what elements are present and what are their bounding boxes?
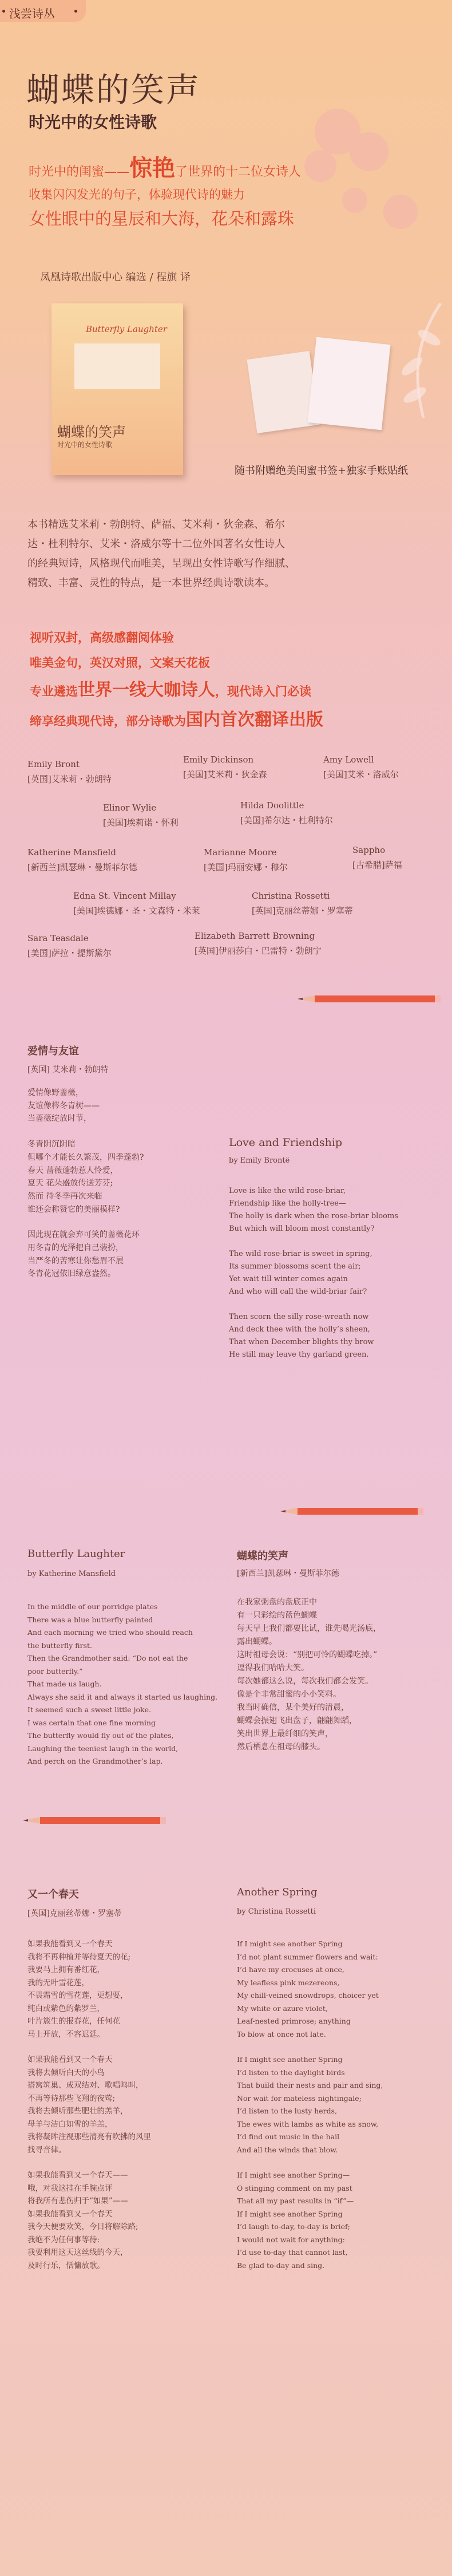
- cover-label: [74, 343, 160, 389]
- poet-christina-rossetti: [252, 888, 353, 918]
- poem-line: [237, 2156, 383, 2169]
- pencil-divider-icon: [298, 993, 441, 1005]
- poet-cn: [美国]埃莉诺・怀利: [103, 817, 179, 828]
- poem-line: To blow at once not late.: [237, 2029, 326, 2038]
- poem-line: 母羊与洁白如雪的羊羔，: [27, 2119, 113, 2129]
- tag-dot-right: [74, 10, 77, 13]
- poem-line: 我今天便要欢笑，今日将解除路;: [27, 2222, 138, 2231]
- poet-cn: [英国]克丽丝蒂娜・罗塞蒂: [252, 906, 353, 916]
- poem-line: 友谊像梣冬青树——: [27, 1101, 100, 1111]
- poem-line: If I might see another Spring: [237, 1939, 343, 1948]
- poem3-en-author: by Christina Rossetti: [237, 1907, 316, 1916]
- poem-line: 然而 待冬季再次来临: [27, 1191, 102, 1201]
- poem-line: 因此现在就会弃可笑的蔷薇花环: [27, 1230, 140, 1240]
- poem-line: [237, 2041, 383, 2053]
- poet-sappho: [352, 843, 402, 872]
- feature-2: 唯美金句，英汉对照，文案天花板: [30, 655, 210, 670]
- poem-line: 纯白或紫色的紫罗兰，: [27, 2004, 105, 2013]
- poet-marianne-moore: [204, 845, 288, 875]
- poem2-en-body: [27, 1601, 217, 1768]
- poem-line: Friendship like the holly-tree—: [229, 1199, 346, 1208]
- poem-line: [27, 2156, 151, 2169]
- poet-en: Edna St. Vincent Millay: [73, 891, 176, 901]
- poem1-en-body: [229, 1185, 398, 1361]
- publisher-line: 凤凰诗歌出版中心 编选 / 程旗 译: [40, 271, 191, 283]
- bonus-caption: 随书附赠绝美闺蜜书签+独家手账贴纸: [235, 465, 409, 477]
- poem-line: 然后栖息在祖母的膝头。: [237, 1743, 325, 1752]
- poet-emily-dickinson: [183, 752, 267, 782]
- poem-line: And deck thee with the holly’s sheen,: [229, 1325, 370, 1334]
- intro-line-1-a: 时光中的闺蜜——: [29, 165, 130, 179]
- poem-line: That made us laugh.: [27, 1680, 102, 1688]
- poem-line: Laughing the teeniest laugh in the world,: [27, 1744, 179, 1753]
- poem-line: 我的无叶雪花莲，: [27, 1978, 89, 1988]
- pencil-divider-icon: [23, 1815, 166, 1826]
- feature-4-a: 缔享经典现代诗，部分诗歌为: [30, 714, 186, 728]
- poem-line: I’d laugh to-day, to-day is brief;: [237, 2222, 350, 2231]
- poem-line: 我将去倾听白天的小鸟: [27, 2068, 105, 2077]
- poet-cn: [古希腊]萨福: [352, 860, 402, 870]
- poem1-cn-author: [英国] 艾米莉・勃朗特: [27, 1065, 109, 1074]
- poem-line: 将我所有悲伤归于“如果”——: [27, 2196, 128, 2206]
- poet-en: Christina Rossetti: [252, 891, 330, 901]
- series-tag: 浅尝诗丛: [9, 7, 55, 21]
- poem-line: 不畏霜雪的雪花莲，更想要，: [27, 1991, 128, 2000]
- poet-en: Elinor Wylie: [103, 803, 157, 813]
- poem-line: I’d have my crocuses at once,: [237, 1965, 344, 1974]
- poem-line: Be glad to-day and sing.: [237, 2261, 325, 2270]
- poem-line: And each morning we tried who should reach: [27, 1628, 193, 1637]
- poet-hilda-doolittle: [240, 798, 333, 828]
- poem-line: Nor wait for mateless nightingale;: [237, 2093, 362, 2103]
- description-line: 精致、丰富、灵性的特点，是一本世界经典诗歌读本。: [27, 577, 275, 589]
- description-line: 本书精选艾米莉・勃朗特、萨福、艾米莉・狄金森、希尔: [27, 519, 285, 531]
- poet-cn: [美国]萨拉・提斯黛尔: [27, 948, 112, 958]
- poem-line: 我将去倾听那些肥壮的羔羊，: [27, 2107, 128, 2116]
- poem-line: My chill-veined snowdrops, choicer yet: [237, 1991, 379, 2000]
- feature-3-b: 世界一线大咖诗人: [78, 680, 215, 700]
- poem2-cn-title: 蝴蝶的笑声: [237, 1550, 288, 1562]
- poem-line: 这时祖母会说：“别把可怜的蝴蝶吃掉。”: [237, 1650, 378, 1660]
- poet-en: Sara Teasdale: [27, 933, 89, 943]
- poem-line: 在我家粥盘的盘底正中: [237, 1598, 317, 1607]
- sticker-sheet: [308, 337, 391, 430]
- poem-line: [27, 1125, 144, 1138]
- poem-line: I’d listen to the daylight birds: [237, 2068, 345, 2077]
- poem-line: 如果我能看到又一个春天: [27, 2209, 113, 2219]
- poet-edna-millay: [73, 888, 200, 918]
- poem-line: 找寻音律。: [27, 2145, 66, 2155]
- poem-line: 像是个非常甜蜜的小小笑料。: [237, 1690, 341, 1699]
- poem-line: 每次她都这么说，每次我们都会发笑。: [237, 1677, 373, 1686]
- poem-line: I would not wait for anything:: [237, 2235, 345, 2244]
- poet-sara-teasdale: [27, 931, 112, 961]
- intro-line-3: 女性眼中的星辰和大海，花朵和露珠: [29, 209, 295, 228]
- poem-line: I’d use to-day that cannot last,: [237, 2248, 348, 2257]
- poet-katherine-mansfield: [27, 845, 137, 875]
- poem-line: I’d find out music in the hail: [237, 2132, 340, 2141]
- poem-line: The ewes with lambs as white as snow,: [237, 2119, 379, 2128]
- poem-line: 蝴蝶会振翅飞出盘子，翩翩舞蹈，: [237, 1716, 357, 1725]
- poem-line: O stinging comment on my past: [237, 2183, 352, 2192]
- poem-line: The holly is dark when the rose-briar blooms: [229, 1212, 398, 1220]
- poem-line: 笑出世界上最纤细的笑声，: [237, 1729, 333, 1739]
- feature-1: 视听双封，高级感翻阅体验: [30, 630, 174, 645]
- poet-cn: [美国]艾米・洛威尔: [323, 769, 399, 780]
- poem-line: That all my past results in “if”—: [237, 2196, 354, 2205]
- poem-line: 叶片簇生的报春花，任何花: [27, 2017, 120, 2026]
- poem3-cn-author: [英国]克丽丝蒂娜・罗塞蒂: [27, 1909, 122, 1918]
- poem-line: It seemed such a sweet little joke.: [27, 1705, 151, 1714]
- poet-en: Amy Lowell: [323, 754, 374, 765]
- poet-elinor-wylie: [103, 800, 179, 830]
- poem-line: 冬青阴沉阴暗: [27, 1140, 76, 1149]
- poem3-cn-body: [27, 1938, 151, 2272]
- poem2-cn-body: [237, 1596, 381, 1754]
- pencil-divider-icon: [280, 1506, 423, 1517]
- poem-line: 用冬青的光泽把自己装扮，: [27, 1243, 124, 1253]
- poem-line: Yet wait till winter comes again: [229, 1275, 348, 1283]
- description: [27, 515, 295, 593]
- cover-title-en: Butterfly Laughter: [86, 324, 167, 334]
- poem-line: Its summer blossoms scent the air;: [229, 1262, 361, 1271]
- feature-3-a: 专业遴选: [30, 684, 78, 698]
- poem-line: The butterfly would fly out of the plates,: [27, 1731, 174, 1740]
- poem-line: [229, 1235, 398, 1248]
- poem-line: 我要马上拥有番红花，: [27, 1965, 105, 1974]
- poem2-en-author: by Katherine Mansfield: [27, 1570, 116, 1578]
- poem-line: 如果我能看到又一个春天: [27, 1939, 113, 1949]
- poem-line: If I might see another Spring: [237, 2209, 343, 2218]
- poem-line: 但哪个才能长久繁茂，四季蓬勃?: [27, 1152, 144, 1162]
- poem-line: 当严冬的苦寒让你愁眉不展: [27, 1256, 124, 1266]
- poem-line: 搭窝筑巢、成双结对、歌唱鸣叫，: [27, 2081, 144, 2090]
- poem-line: That build their nests and pair and sing,: [237, 2081, 383, 2089]
- poem-line: I’d not plant summer flowers and wait:: [237, 1952, 378, 1961]
- poem-line: 我将凝眸注视那些清亮有吹拂的风里: [27, 2132, 151, 2142]
- poem1-en-title: Love and Friendship: [229, 1136, 343, 1149]
- description-line: 的经典短诗，风格现代而唯美，呈现出女性诗歌写作细腻、: [27, 558, 295, 570]
- poem-line: [229, 1298, 398, 1311]
- poem-line: 我将不再种植并等待夏天的花;: [27, 1952, 131, 1962]
- poet-en: Marianne Moore: [204, 847, 277, 858]
- poem-line: If I might see another Spring: [237, 2055, 343, 2064]
- poem-line: 马上开放，不容迟延。: [27, 2029, 105, 2039]
- poem-line: 有一只彩绘的蓝色蝴蝶: [237, 1611, 317, 1620]
- poem-line: 露出蝴蝶。: [237, 1637, 277, 1646]
- poem-line: 当蔷薇绽放时节，: [27, 1114, 92, 1124]
- poet-en: Hilda Doolittle: [240, 800, 304, 811]
- poem3-en-body: [237, 1938, 383, 2272]
- poem-line: That when December blights thy brow: [229, 1338, 374, 1346]
- poem-line: Love is like the wild rose-briar,: [229, 1187, 346, 1195]
- poem-line: 每天早上我们都要比试，谁先喝光汤底，: [237, 1624, 381, 1633]
- poem-line: [27, 1216, 144, 1228]
- feature-4: [30, 705, 323, 730]
- poet-cn: [美国]希尔达・杜利特尔: [240, 815, 333, 825]
- poem3-cn-title: 又一个春天: [27, 1888, 79, 1901]
- poet-cn: [美国]埃德娜・圣・文森特・米莱: [73, 906, 200, 916]
- poet-cn: [英国]艾米莉・勃朗特: [27, 774, 112, 784]
- poem-line: 我要利用这天这丝线的今天，: [27, 2248, 128, 2257]
- poem1-en-author: by Emily Brontë: [229, 1156, 290, 1165]
- description-line: 达・杜利特尔、艾米・洛威尔等十二位外国著名女性诗人: [27, 538, 285, 550]
- page-title: 蝴蝶的笑声: [26, 70, 201, 109]
- poem-line: 谁还会称赞它的美丽模样?: [27, 1204, 120, 1214]
- poet-en: Elizabeth Barrett Browning: [195, 931, 315, 941]
- poem-line: 如果我能看到又一个春天——: [27, 2171, 128, 2180]
- intro-line-2: 收集闪闪发光的句子，体验现代诗的魅力: [29, 188, 245, 202]
- poem-line: There was a blue butterfly painted: [27, 1615, 153, 1624]
- cover-title-cn: 蝴蝶的笑声: [57, 424, 126, 440]
- poet-elizabeth-browning: [195, 929, 322, 958]
- poet-cn: [美国]玛丽安娜・穆尔: [204, 862, 288, 872]
- poem-line: 哦，对我这挂在手腕点评: [27, 2183, 113, 2193]
- poem-line: 及时行乐，恬慵放歌。: [27, 2261, 105, 2270]
- poem-line: My white or azure violet,: [237, 2004, 328, 2013]
- cover-subtitle: 时光中的女性诗歌: [57, 441, 113, 449]
- poem-line: 我当时确信，某个美好的清晨，: [237, 1703, 349, 1712]
- poem-line: Then the Grandmother said: “Do not eat the: [27, 1654, 188, 1662]
- page-subtitle: 时光中的女性诗歌: [29, 113, 157, 132]
- poem3-en-title: Another Spring: [237, 1886, 318, 1898]
- poem-line: I was certain that one fine morning: [27, 1718, 156, 1727]
- poem-line: 冬青花冠依旧绿意盎然。: [27, 1269, 116, 1279]
- poem2-en-title: Butterfly Laughter: [27, 1548, 125, 1560]
- poem-line: I’d listen to the lusty herds,: [237, 2107, 338, 2115]
- poem-line: And perch on the Grandmother’s lap.: [27, 1757, 163, 1765]
- poet-cn: [新西兰]凯瑟琳・曼斯菲尔德: [27, 862, 137, 872]
- poem-line: 夏天 花朵盛放传送芳芬;: [27, 1179, 113, 1188]
- poem-line: 不再等待那些飞翔的夜莺;: [27, 2093, 116, 2103]
- poem-line: And who will call the wild-briar fair?: [229, 1287, 367, 1296]
- poem1-cn-body: [27, 1086, 144, 1281]
- poem-line: 爱情像野蔷薇，: [27, 1088, 84, 1097]
- poem-line: If I might see another Spring—: [237, 2171, 350, 2179]
- poem-line: In the middle of our porridge plates: [27, 1602, 158, 1611]
- poet-en: Katherine Mansfield: [27, 847, 116, 858]
- poet-amy-lowell: [323, 752, 399, 782]
- poem-line: But which will bloom most constantly?: [229, 1224, 375, 1233]
- intro-line-1-c: 了世界的十二位女诗人: [175, 165, 302, 179]
- poem2-cn-author: [新西兰]凯瑟琳・曼斯菲尔德: [237, 1569, 339, 1578]
- poet-cn: [英国]伊丽莎白・巴雷特・勃朗宁: [195, 946, 322, 956]
- tag-dot-left: [2, 10, 5, 13]
- poem-line: 逗得我们哈哈大笑。: [237, 1664, 309, 1673]
- poet-en: Sappho: [352, 845, 386, 855]
- poet-emily-bront: [27, 757, 112, 787]
- poem-line: My leafless pink mezereons,: [237, 1978, 340, 1987]
- poem-line: 如果我能看到又一个春天: [27, 2055, 113, 2064]
- feature-3: [30, 675, 311, 701]
- intro-line-1-b: 惊艳: [129, 155, 176, 181]
- intro-line-1: [29, 150, 301, 183]
- poem-line: 我绝不为任何事等待:: [27, 2235, 100, 2245]
- poem-line: poor butterfly.”: [27, 1666, 83, 1676]
- poem-line: Always she said it and always it started us laughing.: [27, 1692, 218, 1701]
- feature-4-b: 国内首次翻译出版: [186, 710, 323, 730]
- feature-3-c: ，现代诗入门必读: [215, 684, 311, 698]
- poet-en: Emily Dickinson: [183, 754, 254, 765]
- poet-cn: [美国]艾米莉・狄金森: [183, 769, 267, 780]
- poem-line: He still may leave thy garland green.: [229, 1350, 369, 1359]
- poem-line: Then scorn the silly rose-wreath now: [229, 1313, 369, 1321]
- poem-line: Leaf-nested primrose; anything: [237, 2017, 351, 2025]
- poem-line: The wild rose-briar is sweet in spring,: [229, 1250, 372, 1258]
- book-cover: [51, 303, 183, 475]
- poem-line: [27, 2041, 151, 2053]
- poem-line: the butterfly first.: [27, 1641, 93, 1650]
- poem1-cn-title: 爱情与友谊: [27, 1045, 79, 1057]
- poem-line: 春天 蔷薇蓬勃惹人怜爱，: [27, 1165, 118, 1175]
- poet-en: Emily Bront: [27, 759, 80, 769]
- poem-line: And all the winds that blow.: [237, 2145, 338, 2154]
